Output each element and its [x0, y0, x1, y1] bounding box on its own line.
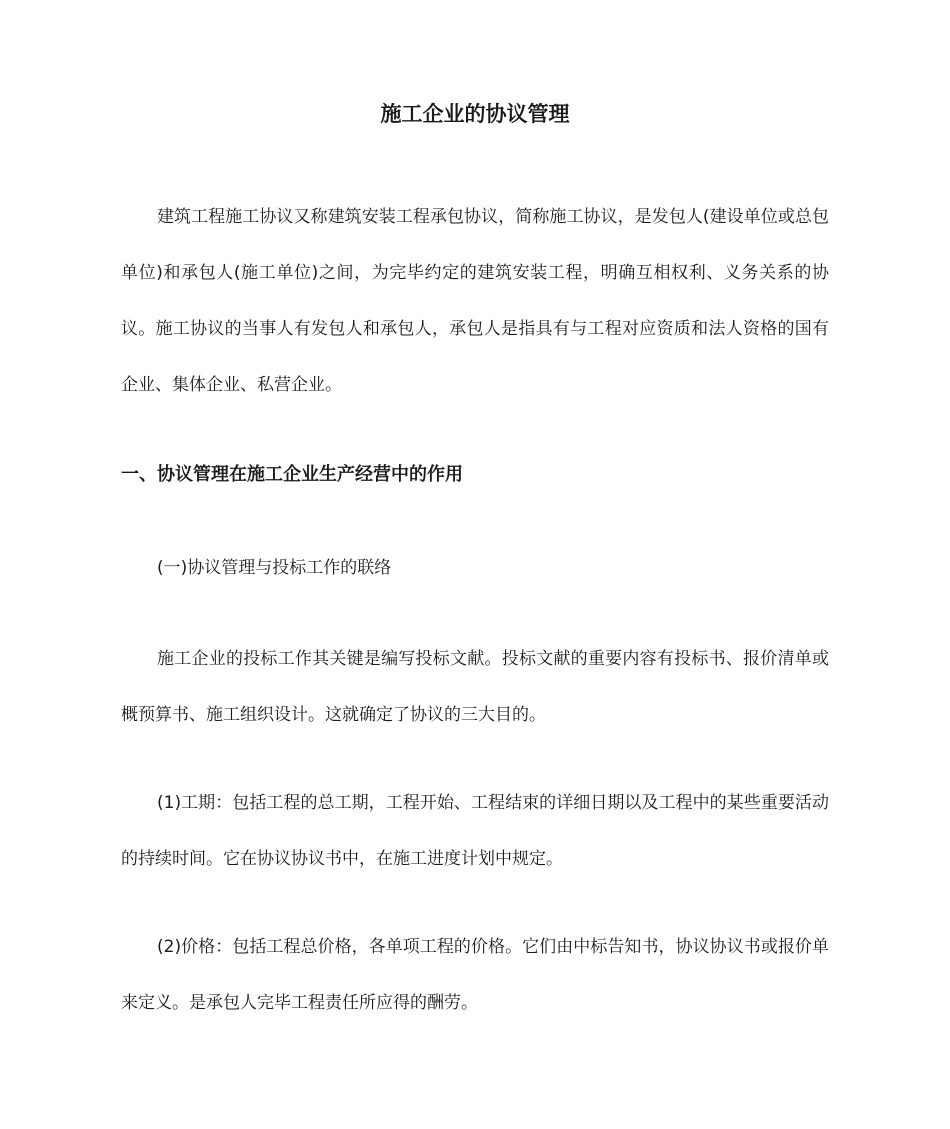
- schedule-paragraph: (1)工期：包括工程的总工期，工程开始、工程结束的详细日期以及工程中的某些重要活动的持续时间。它在协议协议书中，在施工进度计划中规定。: [121, 793, 829, 869]
- price-paragraph: (2)价格：包括工程总价格，各单项工程的价格。它们由中标告知书，协议协议书或报价单来定义。是承包人完毕工程责任所应得的酬劳。: [121, 937, 829, 1013]
- document-title: 施工企业的协议管理: [380, 102, 570, 126]
- intro-paragraph: 建筑工程施工协议又称建筑安装工程承包协议，简称施工协议，是发包人(建设单位或总包单位)和承包人(施工单位)之间，为完毕约定的建筑安装工程，明确互相权利、义务关系的协议。施工协议的当事人有发包人和承包人，承包人是指具有与工程对应资质和法人资格的国有企业、集体企业、私营企业。: [121, 207, 829, 395]
- subsection-heading: (一)协议管理与投标工作的联络: [157, 558, 392, 578]
- section-heading: 一、协议管理在施工企业生产经营中的作用: [121, 464, 463, 485]
- bidding-paragraph: 施工企业的投标工作其关键是编写投标文献。投标文献的重要内容有投标书、报价清单或概预算书、施工组织设计。这就确定了协议的三大目的。: [121, 649, 829, 725]
